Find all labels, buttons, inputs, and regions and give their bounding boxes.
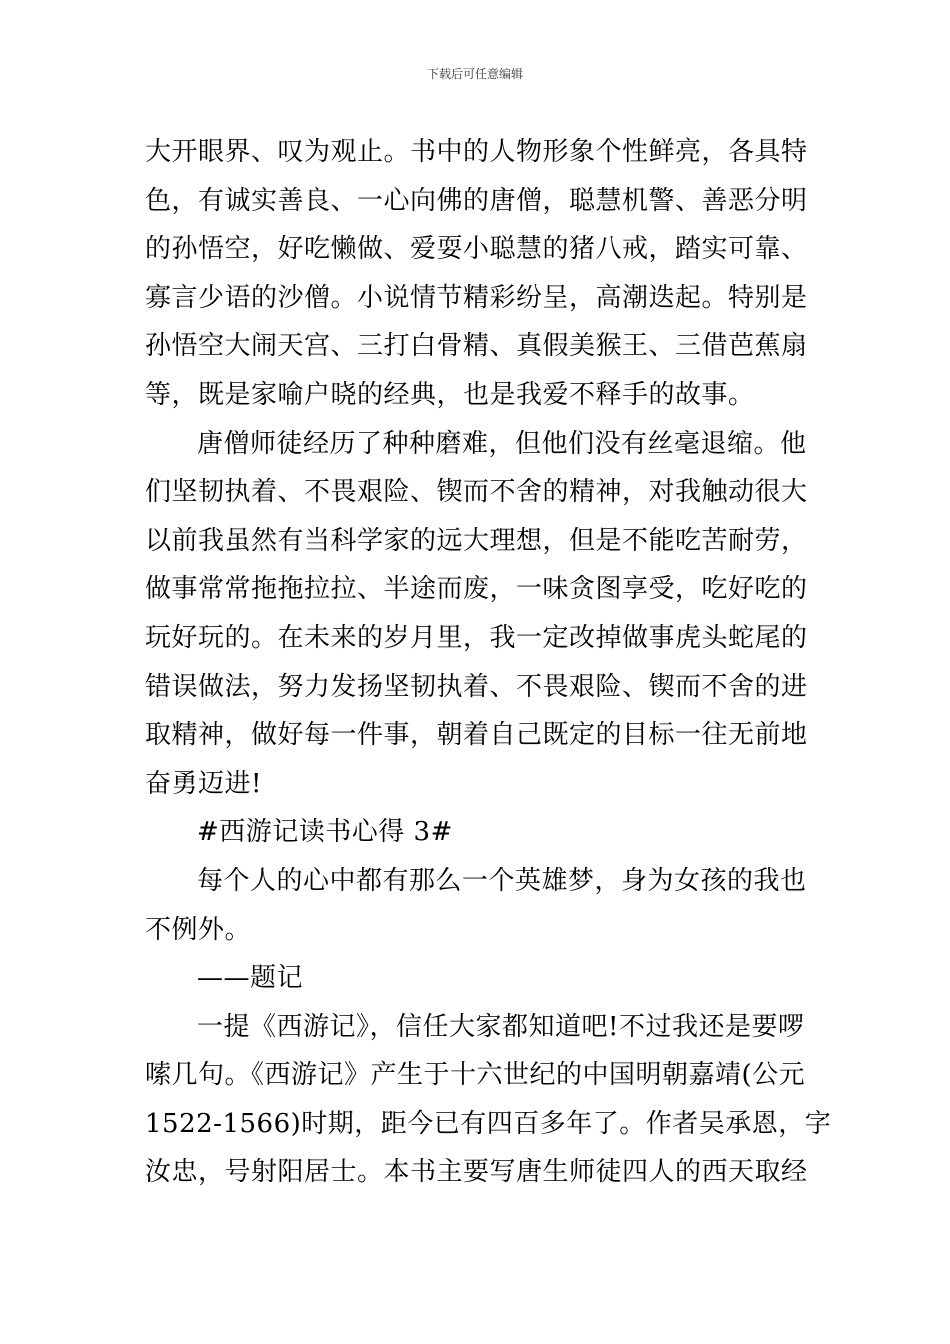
text-line: 以前我虽然有当科学家的远大理想，但是不能吃苦耐劳， [145, 525, 808, 556]
text-line: 孙悟空大闹天宫、三打白骨精、真假美猴王、三借芭蕉扇 [145, 331, 808, 362]
text-line: 嗦几句。《西游记》产生于十六世纪的中国明朝嘉靖(公元 [145, 1060, 806, 1091]
text-line: 们坚韧执着、不畏艰险、锲而不舍的精神，对我触动很大 [145, 477, 808, 508]
epigraph-attribution: ——题记 [197, 963, 304, 994]
text-line: 等，既是家喻户晓的经典，也是我爱不释手的故事。 [145, 379, 755, 410]
text-line: 错误做法，努力发扬坚韧执着、不畏艰险、锲而不舍的进 [145, 671, 808, 702]
text-line: 寡言少语的沙僧。小说情节精彩纷呈，高潮迭起。特别是 [145, 282, 808, 313]
paragraph-start-line: 一提《西游记》，信任大家都知道吧!不过我还是要啰 [197, 1011, 805, 1042]
text-line: 的孙悟空，好吃懒做、爱耍小聪慧的猪八戒，踏实可靠、 [145, 234, 808, 265]
text-line: 大开眼界、叹为观止。书中的人物形象个性鲜亮，各具特 [145, 137, 808, 167]
text-line: 玩好玩的。在未来的岁月里，我一定改掉做事虎头蛇尾的 [145, 622, 808, 653]
text-line: 做事常常拖拖拉拉、半途而废，一味贪图享受，吃好吃的 [145, 574, 808, 605]
page-header: 下载后可任意编辑 [426, 67, 523, 81]
text-line: 色，有诚实善良、一心向佛的唐僧，聪慧机警、善恶分明 [145, 185, 808, 216]
paragraph-start-line: 唐僧师徒经历了种种磨难，但他们没有丝毫退缩。他 [197, 428, 807, 459]
text-line: 取精神，做好每一件事，朝着自己既定的目标一往无前地 [145, 720, 808, 751]
text-line: 奋勇迈进! [145, 768, 262, 799]
text-line: 1522-1566)时期，距今已有四百多年了。作者吴承恩，字 [145, 1108, 832, 1139]
text-line: 汝忠，号射阳居士。本书主要写唐生师徒四人的西天取经 [145, 1157, 808, 1188]
section-heading: #西游记读书心得 3# [197, 817, 453, 848]
document-body [145, 128, 832, 1197]
paragraph-start-line: 每个人的心中都有那么一个英雄梦，身为女孩的我也 [197, 865, 807, 896]
text-line: 不例外。 [145, 914, 252, 945]
